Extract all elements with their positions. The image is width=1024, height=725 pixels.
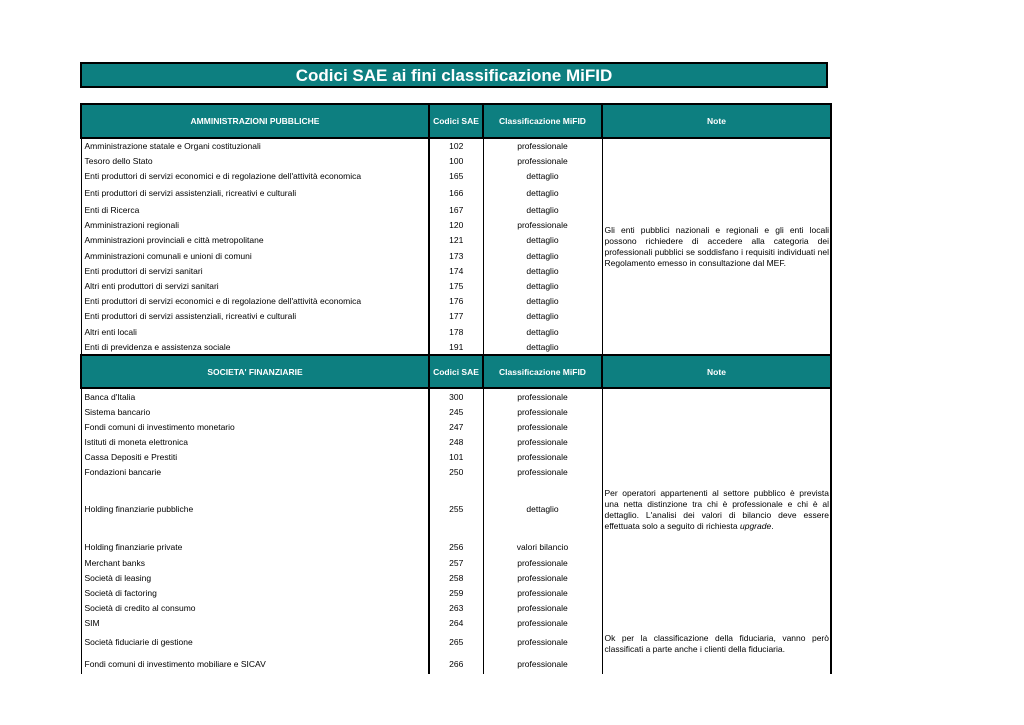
column-header-classification: Classificazione MiFID <box>483 104 602 138</box>
page-title: Codici SAE ai fini classificazione MiFID <box>80 62 828 88</box>
row-classification-cell: dettaglio <box>483 278 602 293</box>
section-header-name: SOCIETA' FINANZIARIE <box>81 355 429 388</box>
row-name-cell: Holding finanziarie private <box>81 539 429 555</box>
row-classification-cell: professionale <box>483 449 602 464</box>
note-cell: Ok per la classificazione della fiduciaria, vanno però classificati a parte anche i clienti della fiduciaria. <box>602 630 831 674</box>
row-code-cell: 100 <box>429 153 483 168</box>
row-name-cell: Enti produttori di servizi economici e di regolazione dell'attività economica <box>81 293 429 308</box>
row-name-cell: Altri enti locali <box>81 324 429 340</box>
row-name-cell: Amministrazioni regionali <box>81 217 429 232</box>
row-code-cell: 266 <box>429 654 483 674</box>
row-code-cell: 175 <box>429 278 483 293</box>
row-code-cell: 101 <box>429 449 483 464</box>
row-code-cell: 102 <box>429 138 483 153</box>
row-classification-cell: dettaglio <box>483 340 602 355</box>
row-name-cell: Sistema bancario <box>81 404 429 419</box>
section-header-row <box>81 104 831 138</box>
row-classification-cell: dettaglio <box>483 232 602 248</box>
row-code-cell: 258 <box>429 570 483 585</box>
row-name-cell: Cassa Depositi e Prestiti <box>81 449 429 464</box>
row-classification-cell: dettaglio <box>483 263 602 278</box>
row-code-cell: 165 <box>429 168 483 183</box>
note-cell: Gli enti pubblici nazionali e regionali e gli enti locali possono richiedere di accedere alla categoria dei professionali pubblici se soddisfano i requisiti individuati nel Regolamento emesso in consultazione dal MEF. <box>602 138 831 355</box>
row-code-cell: 256 <box>429 539 483 555</box>
row-classification-cell: dettaglio <box>483 168 602 183</box>
table-row <box>81 630 831 654</box>
row-classification-cell: dettaglio <box>483 202 602 217</box>
row-classification-cell: professionale <box>483 419 602 434</box>
row-code-cell: 263 <box>429 600 483 615</box>
note-emphasis: upgrade <box>739 520 772 531</box>
sae-table <box>80 103 832 674</box>
section-header-row <box>81 355 831 388</box>
row-name-cell: Società fiduciarie di gestione <box>81 630 429 654</box>
row-name-cell: Enti di Ricerca <box>81 202 429 217</box>
row-classification-cell: dettaglio <box>483 293 602 308</box>
column-header-note: Note <box>602 355 831 388</box>
row-name-cell: Fondi comuni di investimento monetario <box>81 419 429 434</box>
row-code-cell: 255 <box>429 479 483 539</box>
row-code-cell: 248 <box>429 434 483 449</box>
row-name-cell: Enti produttori di servizi economici e di regolazione dell'attività economica <box>81 168 429 183</box>
row-classification-cell: professionale <box>483 153 602 168</box>
table-row <box>81 388 831 404</box>
row-name-cell: SIM <box>81 615 429 630</box>
row-code-cell: 259 <box>429 585 483 600</box>
column-header-classification: Classificazione MiFID <box>483 355 602 388</box>
row-classification-cell: dettaglio <box>483 183 602 202</box>
row-classification-cell: professionale <box>483 464 602 479</box>
row-name-cell: Enti produttori di servizi sanitari <box>81 263 429 278</box>
row-code-cell: 120 <box>429 217 483 232</box>
row-code-cell: 300 <box>429 388 483 404</box>
row-name-cell: Enti di previdenza e assistenza sociale <box>81 340 429 355</box>
row-name-cell: Enti produttori di servizi assistenziali, ricreativi e culturali <box>81 308 429 324</box>
row-name-cell: Enti produttori di servizi assistenziali, ricreativi e culturali <box>81 183 429 202</box>
row-name-cell: Amministrazione statale e Organi costituzionali <box>81 138 429 153</box>
row-classification-cell: valori bilancio <box>483 539 602 555</box>
row-code-cell: 166 <box>429 183 483 202</box>
column-header-code: Codici SAE <box>429 104 483 138</box>
row-classification-cell: professionale <box>483 138 602 153</box>
row-code-cell: 121 <box>429 232 483 248</box>
row-classification-cell: professionale <box>483 217 602 232</box>
row-name-cell: Merchant banks <box>81 555 429 570</box>
row-code-cell: 174 <box>429 263 483 278</box>
row-name-cell: Amministrazioni provinciali e città metropolitane <box>81 232 429 248</box>
row-code-cell: 257 <box>429 555 483 570</box>
row-classification-cell: professionale <box>483 570 602 585</box>
row-code-cell: 245 <box>429 404 483 419</box>
row-code-cell: 264 <box>429 615 483 630</box>
note-text-end: . <box>771 520 774 531</box>
row-classification-cell: professionale <box>483 615 602 630</box>
row-name-cell: Tesoro dello Stato <box>81 153 429 168</box>
section-header-name: AMMINISTRAZIONI PUBBLICHE <box>81 104 429 138</box>
note-cell-holding <box>602 388 831 630</box>
row-code-cell: 191 <box>429 340 483 355</box>
column-header-code: Codici SAE <box>429 355 483 388</box>
row-name-cell: Società di leasing <box>81 570 429 585</box>
column-header-note: Note <box>602 104 831 138</box>
row-classification-cell: dettaglio <box>483 248 602 263</box>
row-classification-cell: dettaglio <box>483 308 602 324</box>
row-classification-cell: professionale <box>483 555 602 570</box>
row-classification-cell: dettaglio <box>483 324 602 340</box>
row-name-cell: Fondi comuni di investimento mobiliare e SICAV <box>81 654 429 674</box>
note-text: Per operatori appartenenti al settore pubblico è prevista una netta distinzione tra chi è professionale e chi è al dettaglio. L'analisi dei valori di bilancio deve essere effettuata solo a seguito di richiesta <box>604 487 829 531</box>
row-classification-cell: professionale <box>483 404 602 419</box>
row-code-cell: 178 <box>429 324 483 340</box>
row-name-cell: Società di factoring <box>81 585 429 600</box>
row-name-cell: Banca d'Italia <box>81 388 429 404</box>
row-classification-cell: dettaglio <box>483 479 602 539</box>
row-classification-cell: professionale <box>483 585 602 600</box>
row-code-cell: 176 <box>429 293 483 308</box>
row-code-cell: 177 <box>429 308 483 324</box>
row-classification-cell: professionale <box>483 434 602 449</box>
row-code-cell: 167 <box>429 202 483 217</box>
row-name-cell: Istituti di moneta elettronica <box>81 434 429 449</box>
row-classification-cell: professionale <box>483 600 602 615</box>
row-classification-cell: professionale <box>483 654 602 674</box>
row-code-cell: 250 <box>429 464 483 479</box>
row-classification-cell: professionale <box>483 388 602 404</box>
row-name-cell: Holding finanziarie pubbliche <box>81 479 429 539</box>
row-code-cell: 247 <box>429 419 483 434</box>
row-name-cell: Amministrazioni comunali e unioni di comuni <box>81 248 429 263</box>
row-name-cell: Fondazioni bancarie <box>81 464 429 479</box>
row-name-cell: Altri enti produttori di servizi sanitari <box>81 278 429 293</box>
table-row <box>81 138 831 153</box>
sae-table-container <box>80 103 830 674</box>
row-code-cell: 265 <box>429 630 483 654</box>
row-name-cell: Società di credito al consumo <box>81 600 429 615</box>
row-classification-cell: professionale <box>483 630 602 654</box>
row-code-cell: 173 <box>429 248 483 263</box>
